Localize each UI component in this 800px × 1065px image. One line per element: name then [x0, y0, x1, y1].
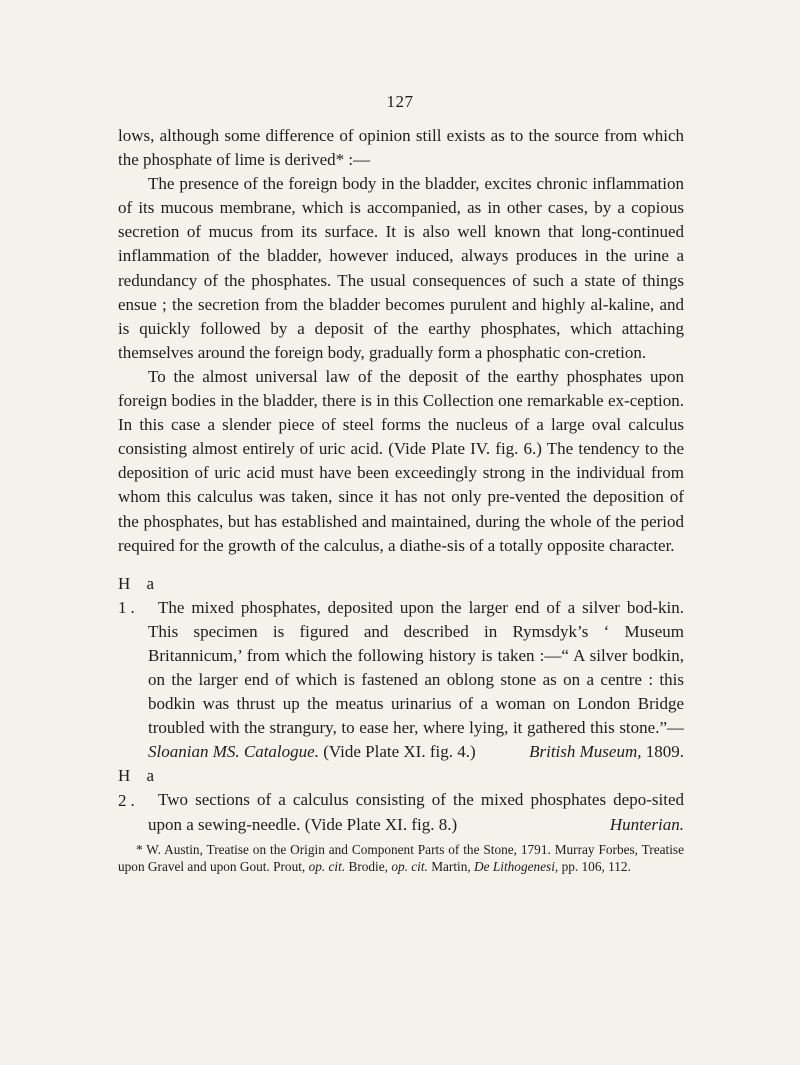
- page-body: [118, 124, 684, 888]
- entry-text: Two sections of a calculus consisting of the mixed phosphates depo-sited upon a sewing-needle. (Vide Plate XI. fig. 8.): [148, 790, 684, 834]
- footnote-text: Martin,: [427, 858, 475, 874]
- footnote-text: pp. 106, 112.: [558, 858, 631, 874]
- footnote: [118, 841, 684, 875]
- paragraph-inflammation: The presence of the foreign body in the bladder, excites chronic inflammation of its mucous membrane, which is accompanied, as in other cases, by a copious secretion of mucus from its surface. It is also well known that long-continued inflammation of the bladder, however induced, always produces in the urine a redundancy of the phosphates. The usual consequences of such a state of things ensue ; the secretion from the bladder becomes purulent and highly al-kaline, and is quickly followed by a deposit of the earthy phosphates, which attaching themselves around the foreign body, gradually form a phosphatic con-cretion.: [118, 174, 684, 362]
- footnote-ref: op. cit.: [308, 858, 346, 874]
- entry-attribution-name: British Museum,: [529, 742, 642, 762]
- entry-attribution: Hunterian.: [609, 814, 684, 834]
- catalogue-entry-ha1: [118, 572, 684, 765]
- footnote-text: Brodie,: [345, 858, 392, 874]
- entry-attribution-year: 1809.: [641, 742, 684, 762]
- paragraph-exception: To the almost universal law of the deposit of the earthy phosphates upon foreign bodies in the bladder, there is in this Collection one remarkable ex-ception. In this case a slender piece of steel forms the nucleus of a large oval calculus consisting almost entirely of uric acid. (Vide Plate IV. fig. 6.) The tendency to the deposition of uric acid must have been exceedingly strong in the individual from whom this calculus was taken, since it has not only pre-vented the deposition of the phosphates, but has established and maintained, during the whole of the period required for the growth of the calculus, a diathe-sis of a totally opposite character.: [118, 366, 684, 555]
- entry-code: H a 1.: [118, 573, 158, 617]
- entry-attribution: [529, 740, 684, 764]
- footnote-ref: op. cit.: [391, 858, 428, 874]
- entry-text: The mixed phosphates, deposited upon the larger end of a silver bod-kin. This specimen is figured and described in Rymsdyk’s ‘ Museum Britannicum,’ from which the following history is taken :—“ A silver bodkin, on the larger end of which is fastened an oblong stone as on a centre : this bodkin was thrust up the meatus urinarius of a woman on London Bridge troubled with the strangury, to ease her, where lying, it gathered this stone.”—: [148, 597, 684, 738]
- entry-source: Sloanian MS. Catalogue.: [148, 742, 319, 762]
- entry-plate-ref: (Vide Plate XI. fig. 4.): [318, 742, 476, 762]
- footnote-ref: De Lithogenesi,: [474, 858, 559, 874]
- paragraph-continuation: lows, although some difference of opinion still exists as to the source from which the phosphate of lime is derived* :—: [118, 126, 684, 170]
- catalogue-entry-ha2: [118, 764, 684, 836]
- footnote-text: * W. Austin, Treatise on the Origin and Component Parts of the Stone, 1791. Murray Forbes, Treatise upon Gravel and upon Gout. Prout,: [118, 841, 684, 874]
- page-number: 127: [386, 92, 414, 111]
- entry-code: H a 2.: [118, 766, 158, 810]
